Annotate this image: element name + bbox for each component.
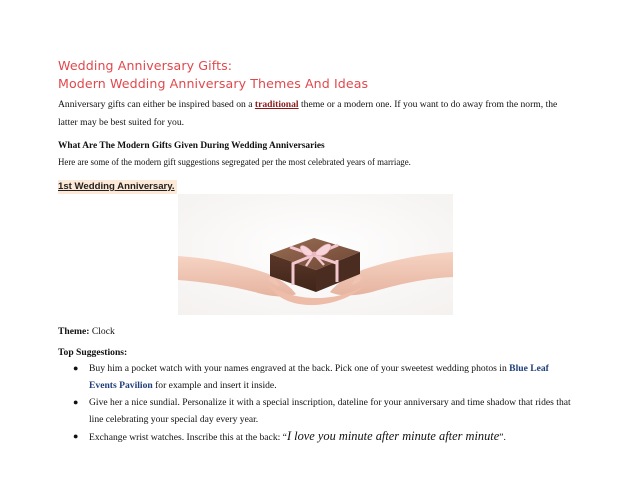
blue-leaf-link[interactable]: Blue Leaf Events Pavilion [89, 363, 549, 391]
suggestion-3-after: ”. [499, 432, 506, 443]
suggestion-2: Give her a nice sundial. Personalize it with a special inscription, dateline for your anniversary and time shadow that rides that line celebrating your special day every year. [89, 397, 571, 425]
first-anniversary-heading: 1st Wedding Anniversary. [58, 181, 175, 192]
intro-text-before: Anniversary gifts can either be inspired based on a [58, 99, 255, 110]
suggestion-1-before: Buy him a pocket watch with your names engraved at the back. Pick one of your sweetest wedding photos in [89, 363, 510, 374]
bullet-icon: ● [73, 397, 79, 407]
top-suggestions-label: Top Suggestions: [58, 347, 128, 358]
theme-label: Theme: [58, 326, 90, 337]
list-item [58, 428, 578, 446]
theme-value: Clock [89, 326, 115, 337]
list-item [58, 394, 578, 428]
list-item [58, 360, 578, 394]
section-intro: Here are some of the modern gift suggestions segregated per the most celebrated years of marriage. [58, 157, 411, 167]
title-line-1: Wedding Anniversary Gifts: [58, 58, 233, 73]
intro-text-after: theme or a modern one. If you want to do away from the norm, the latter may be best suited for you. [58, 99, 558, 128]
suggestion-1-after: for example and insert it inside. [152, 380, 277, 391]
traditional-link[interactable]: traditional [254, 99, 299, 110]
gift-box-photo [178, 194, 453, 315]
bullet-icon: ● [73, 431, 79, 441]
suggestion-3-quote: I love you minute after minute after minute [286, 429, 500, 443]
suggestions-list [58, 360, 578, 446]
bullet-icon: ● [73, 363, 79, 373]
suggestion-3-before: Exchange wrist watches. Inscribe this at the back: “ [89, 432, 287, 443]
theme-line [58, 325, 115, 339]
title-line-2: Modern Wedding Anniversary Themes And Ideas [58, 76, 369, 91]
intro-paragraph [58, 96, 578, 132]
page-title [58, 57, 368, 93]
section-heading: What Are The Modern Gifts Given During Wedding Anniversaries [58, 141, 325, 151]
